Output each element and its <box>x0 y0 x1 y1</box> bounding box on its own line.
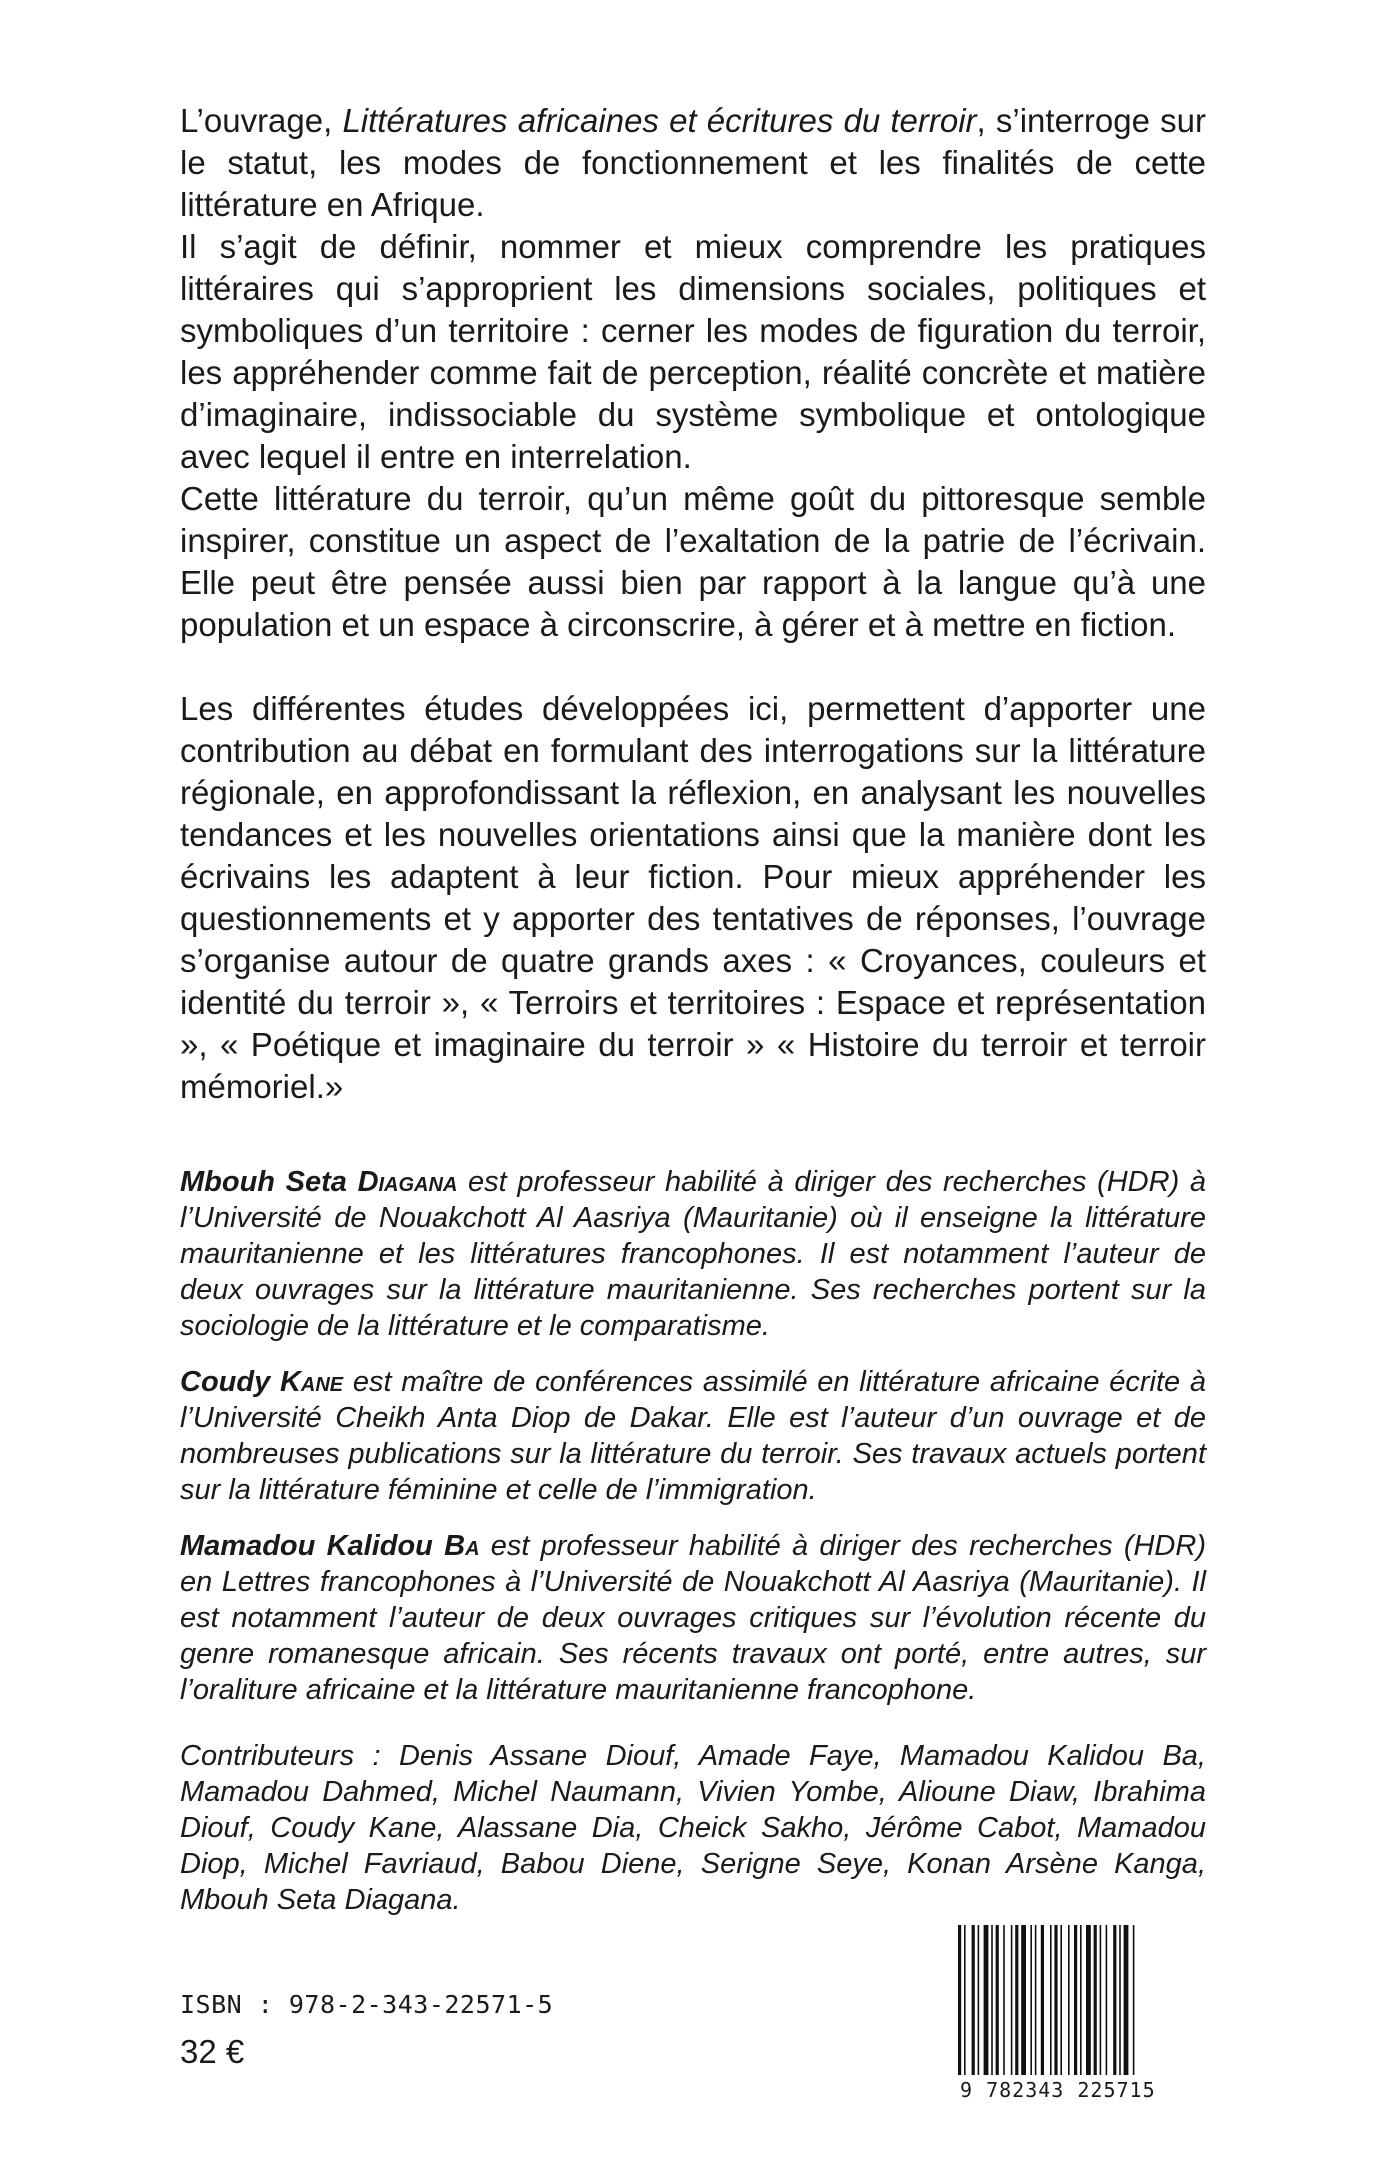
barcode-digits: 9 782343 225715 <box>960 2078 1156 2102</box>
isbn: ISBN : 978-2-343-22571-5 <box>180 1990 554 2019</box>
author-surname: Diagana <box>357 1166 458 1198</box>
studies-section <box>180 688 1206 1108</box>
author-surname: Ba <box>444 1530 480 1562</box>
contributors-list: Contributeurs : Denis Assane Diouf, Amade Faye, Mamadou Kalidou Ba, Mamadou Dahmed, Michel Naumann, Vivien Yombe, Alioune Diaw, Ibrahima Diouf, Coudy Kane, Alassane Dia, Cheick Sakho, Jérôme Cabot, Mamadou Diop, Michel Favriaud, Babou Diene, Serigne Seye, Konan Arsène Kanga, Mbouh Seta Diagana. <box>180 1740 1206 1916</box>
author-bio <box>180 1528 1206 1708</box>
intro-paragraph-1 <box>180 100 1206 226</box>
intro-paragraph-3: Cette littérature du terroir, qu’un même goût du pittoresque semble inspirer, constitue un aspect de l’exaltation de la patrie de l’écrivain. Elle peut être pensée aussi bien par rapport à la langue qu’à une population et un espace à circonscrire, à gérer et à mettre en fiction. <box>180 480 1206 643</box>
barcode-icon <box>940 1925 1206 2100</box>
intro-text: L’ouvrage, <box>180 102 343 139</box>
author-bio-text: est professeur habilité à diriger des recherches (HDR) en Lettres francophones à l’Université de Nouakchott Al Aasriya (Mauritanie). Il est notamment l’auteur de deux ouvrages critiques sur l’évolution récente du genre romanesque africain. Ses récents travaux ont porté, entre autres, sur l’oraliture africaine et la littérature mauritanienne francophone. <box>180 1530 1206 1706</box>
author-bio <box>180 1164 1206 1344</box>
studies-paragraph: Les différentes études développées ici, permettent d’apporter une contribution au débat en formulant des interrogations sur la littérature régionale, en approfondissant la réflexion, en analysant les nouvelles tendances et les nouvelles orientations ainsi que la manière dont les écrivains les adaptent à leur fiction. Pour mieux appréhender les questionnements et y apporter des tentatives de réponses, l’ouvrage s’organise autour de quatre grands axes : « Croyances, couleurs et identité du terroir », « Terroirs et territoires : Espace et représentation », « Poétique et imaginaire du terroir » « Histoire du terroir et terroir mémoriel.» <box>180 690 1206 1105</box>
intro-text: , s’interroge sur le statut, les modes de fonctionnement et les finalités de cette littérature en Afrique. <box>180 102 1206 223</box>
authors-section <box>180 1164 1206 1708</box>
book-title: Littératures africaines et écritures du terroir <box>342 102 977 139</box>
author-bio <box>180 1364 1206 1508</box>
intro-section <box>180 100 1206 646</box>
author-name: Mbouh Seta <box>180 1166 358 1198</box>
author-surname: Kane <box>279 1366 344 1398</box>
back-cover-text <box>180 100 1206 1918</box>
intro-paragraph-2: Il s’agit de définir, nommer et mieux comprendre les pratiques littéraires qui s’approprient les dimensions sociales, politiques et symboliques d’un territoire : cerner les modes de figuration du terroir, les appréhender comme fait de perception, réalité concrète et matière d’imaginaire, indissociable du système symbolique et ontologique avec lequel il entre en interrelation. <box>180 228 1206 475</box>
author-name: Coudy <box>180 1366 280 1398</box>
author-bio-text: est professeur habilité à diriger des recherches (HDR) à l’Université de Nouakchott Al Aasriya (Mauritanie) où il enseigne la littérature mauritanienne et les littératures francophones. Il est notamment l’auteur de deux ouvrages sur la littérature mauritanienne. Ses recherches portent sur la sociologie de la littérature et le comparatisme. <box>180 1166 1206 1342</box>
price: 32 € <box>180 2033 245 2070</box>
author-bio-text: est maître de conférences assimilé en littérature africaine écrite à l’Université Cheikh Anta Diop de Dakar. Elle est l’auteur d’un ouvrage et de nombreuses publications sur la littérature du terroir. Ses travaux actuels portent sur la littérature féminine et celle de l’immigration. <box>180 1366 1206 1506</box>
author-name: Mamadou Kalidou <box>180 1530 445 1562</box>
